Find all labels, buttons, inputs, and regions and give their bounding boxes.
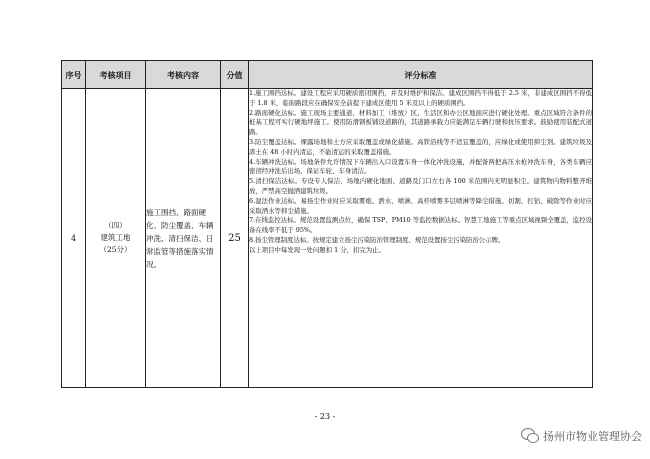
header-item: 考核项目 [86, 61, 146, 89]
criteria-item: 8.扬尘管理制度达标。按规定建立扬尘污染防治管理制度、规范设置扬尘污染防治公示牌。 [249, 235, 505, 244]
criteria-note: 以上项目中每发现一处问题扣 1 分，扣完为止。 [249, 245, 385, 254]
scoring-criteria [249, 89, 593, 388]
header-content: 考核内容 [146, 61, 221, 89]
brand-name: 扬州市物业管理协会 [543, 430, 642, 443]
page-number: - 23 - [314, 412, 336, 421]
item-line: 建筑工地 [100, 233, 131, 242]
score-value: 25 [221, 89, 249, 388]
header-score: 分值 [221, 61, 249, 89]
table-row [62, 89, 593, 388]
header-criteria: 评分标准 [249, 61, 593, 89]
criteria-item: 3.防尘覆盖达标。裸露场地和土方应采取覆盖或绿化措施。高铁沿线等不适宜覆盖的，应绿化或使用抑尘剂。建筑垃圾及渣土在 48 小时内清运，不能清运的采取覆盖措施。 [249, 137, 592, 156]
assessment-content: 施工围挡、路面硬化、防尘覆盖、车辆冲洗、清扫保洁、日常监管等措施落实情况。 [146, 89, 221, 388]
wechat-icon [521, 428, 539, 444]
criteria-item: 1.施工围挡达标。建设工程应采用硬质密闭围挡，并及时维护和保洁。建成区围挡不得低于 2.5 米，非建成区围挡不得低于 1.8 米，临街路段应在确保安全前提下建成区使用 5 米及以上的硬质围挡。 [249, 89, 592, 107]
brand-watermark[interactable] [521, 427, 642, 445]
scoring-table [61, 60, 593, 388]
item-line: （四） [104, 221, 127, 230]
criteria-item: 6.湿法作业达标。易扬尘作业时应采取雾炮、洒水、喷淋、高杆喷雾多层喷淋等降尘措施。切割、打钻、破除等作业时应采取洒水等抑尘措施。 [249, 196, 592, 215]
assessment-item [86, 89, 146, 388]
item-line: （25分） [99, 245, 132, 254]
criteria-item: 7.在线监控达标。规范设置监测点位，确保 TSP、PM10 等监控数据达标。智慧工地施工等重点区域视频全覆盖，监控设备在线率不低于 95%。 [249, 216, 592, 235]
row-number: 4 [62, 89, 86, 388]
criteria-item: 4.车辆冲洗达标。场地条件允许情况下车辆出入口设置车身一体化冲洗设施，并配备两把高压水枪冲洗车身，各类车辆应密闭经冲洗后出场，保证车轮、车身清洁。 [249, 157, 592, 176]
header-no: 序号 [62, 61, 86, 89]
table-header-row [62, 61, 593, 89]
criteria-item: 5.清扫保洁达标。专设专人保洁，场地内硬化地面、道路及门口左右各 100 米范围内无明显积尘。建筑物内物料整齐堆放，严禁高空抛洒建筑垃圾。 [249, 177, 592, 195]
criteria-item: 2.路面硬化达标。施工现场主要通道、材料加工（堆放）区、生活区和办公区地面应进行硬化处理。重点区域符合条件的桩基工程可实行硬地坪施工。使用防滑钢板铺设道路的，其道路承载力应能满足车辆行驶和抗压要求。鼓励使用装配式道路。 [249, 108, 592, 137]
